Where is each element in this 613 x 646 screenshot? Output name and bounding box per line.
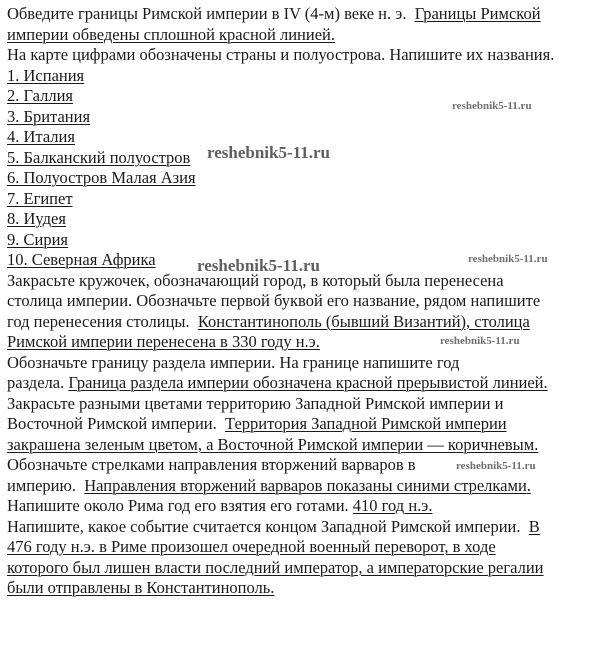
task3-question-line1: Закрасьте кружочек, обозначающий город, в который была перенесена [7,270,504,290]
answer-list-item: 2. Галлия [7,86,73,105]
task4-answer: Граница раздела империи обозначена красной прерывистой линией. [68,373,548,392]
task5-line3 [7,435,607,456]
task4-question-line1: Обозначьте границу раздела империи. На границе напишите год [7,352,460,372]
answer-list-item: 8. Иудея [7,209,66,228]
task1-answer-part2: империи обведены сплошной красной линией. [7,24,335,44]
answer-list-item: 7. Египет [7,188,73,208]
watermark: reshebnik5-11.ru [468,253,548,265]
answer-list-item: 9. Сирия [7,229,69,249]
answer-list-item: 3. Британия [7,106,91,126]
task4-question-line2: раздела. [7,373,65,392]
task7-line [7,496,607,517]
task2-question: На карте цифрами обозначены страны и полуострова. Напишите их названия. [7,45,555,64]
task6-answer: Направления вторжений варваров показаны синими стрелками. [84,475,531,495]
watermark: reshebnik5-11.ru [456,460,536,472]
watermark: reshebnik5-11.ru [197,256,320,275]
task8-answer-part3: которого был лишен власти последний император, а императорские регалии [7,557,544,577]
answer-list-item: 5. Балканский полуостров [7,147,191,167]
task5-answer-part2: закрашена зеленым цветом, а Восточной Римской империи — коричневым. [7,434,539,454]
task1-answer-part1: Границы Римской [414,4,541,23]
task7-answer: 410 год н.э. [352,496,433,515]
answer-list-item: 1. Испания [7,65,85,85]
task6-question-line2: империю. [7,475,76,495]
task3-question-line2: столица империи. Обозначьте первой буквой его название, рядом напишите [7,291,541,310]
task8-line3 [7,558,607,579]
watermark: reshebnik5-11.ru [452,100,532,112]
answer-list-item: 4. Италия [7,127,75,146]
task5-answer-part1: Территория Западной Римской империи [225,414,507,433]
document-body [7,4,607,599]
task1-line2 [7,25,607,46]
task3-answer-part1: Константинополь (бывший Византий), столица [197,311,530,331]
task3-line3 [7,312,607,333]
task5-question-line2: Восточной Римской империи. [7,414,217,433]
task8-line1 [7,517,607,538]
watermark: reshebnik5-11.ru [440,335,520,347]
task8-answer-part2: 476 году н.э. в Риме произошел очередной военный переворот, в ходе [7,537,496,556]
task3-answer-part2: Римской империи перенесена в 330 году н.э. [7,332,320,351]
task7-question: Напишите около Рима год его взятия его готами. [7,496,349,515]
answer-list-item: 6. Полуостров Малая Азия [7,168,196,187]
answer-list-item: 10. Северная Африка [7,250,156,269]
task5-question-line1: Закрасьте разными цветами территорию Западной Римской империи и [7,393,504,413]
task8-question: Напишите, какое событие считается концом Западной Римской империи. [7,516,521,536]
task6-line2 [7,476,607,497]
task8-answer-part4: были отправлены в Константинополь. [7,578,275,597]
watermark: reshebnik5-11.ru [207,143,330,162]
task6-question-line1: Обозначьте стрелками направления вторжений варваров в [7,455,416,474]
task4-line2 [7,373,607,394]
task1-question: Обведите границы Римской империи в IV (4-м) веке н. э. [7,4,407,23]
task8-line4 [7,578,607,599]
task8-answer-part1: В [528,516,540,536]
task3-question-line3: год перенесения столицы. [7,311,190,331]
task1-line1 [7,4,607,25]
task5-line2 [7,414,607,435]
task8-line2 [7,537,607,558]
